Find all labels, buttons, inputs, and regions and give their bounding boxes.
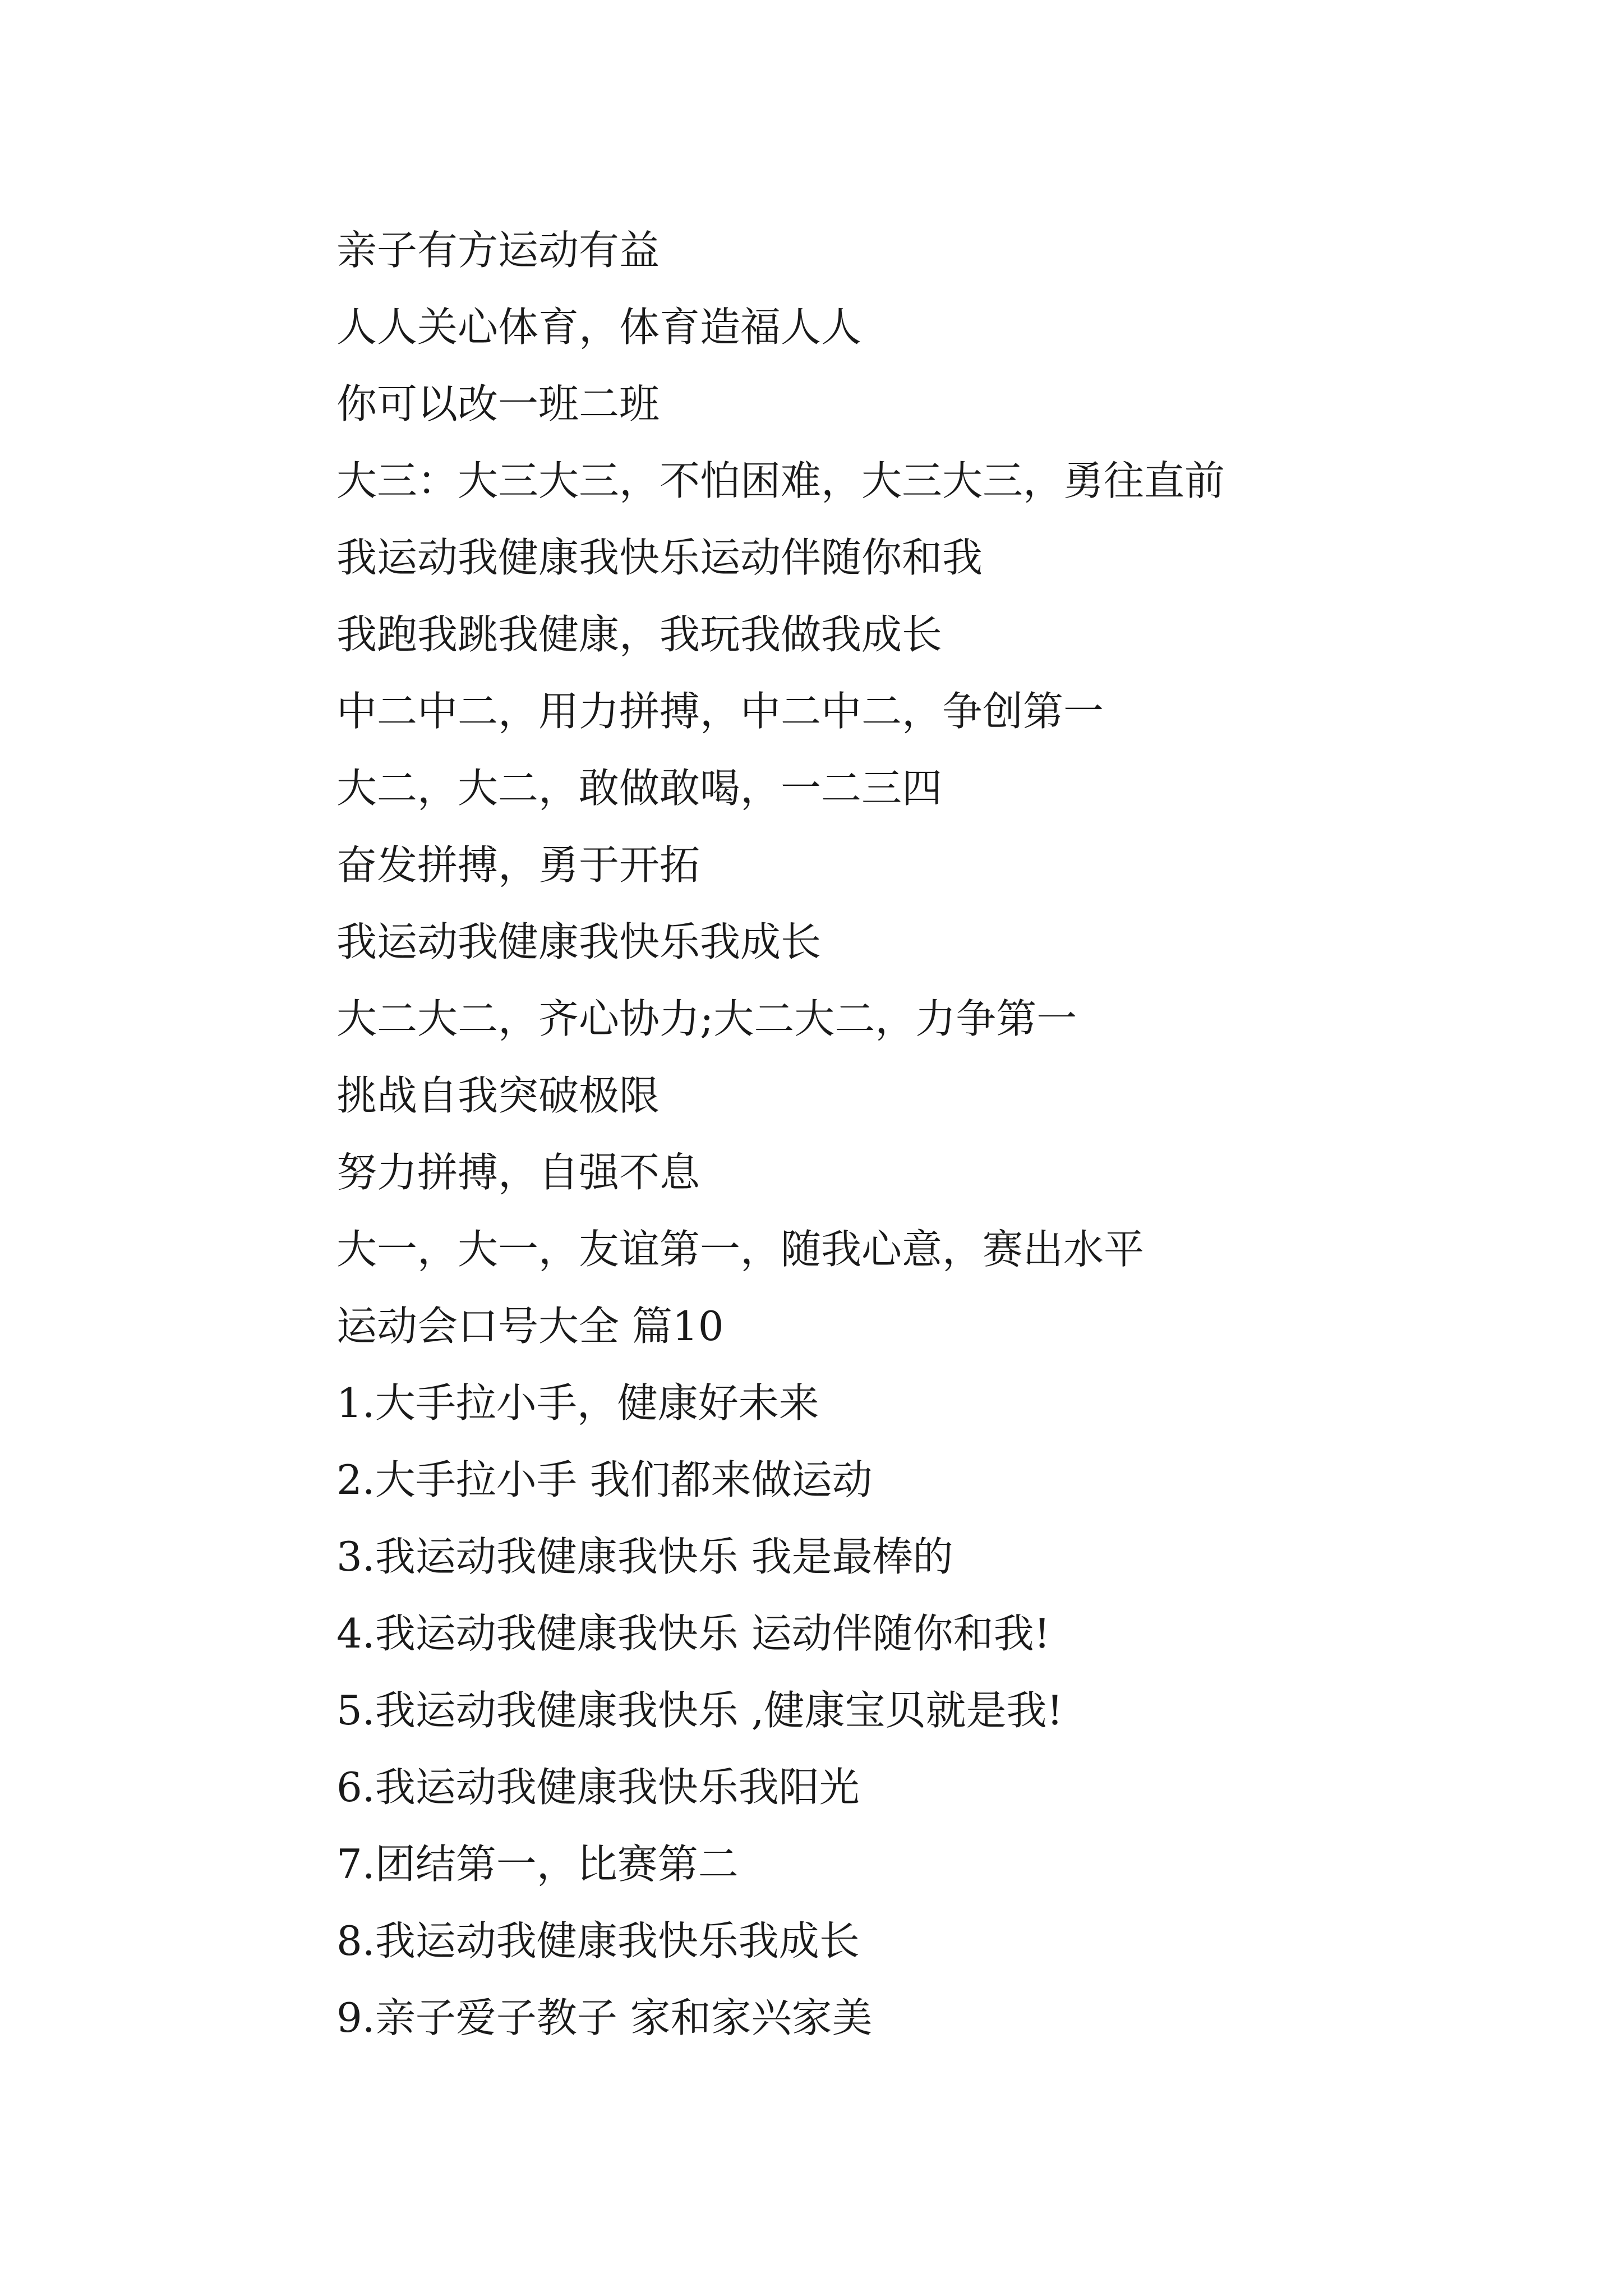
- list-item: 8.我运动我健康我快乐我成长: [336, 1917, 860, 1964]
- list-item: 4.我运动我健康我快乐 运动伴随你和我!: [336, 1610, 1050, 1657]
- document-body: [336, 212, 1514, 2056]
- text-line: 我运动我健康我快乐运动伴随你和我: [336, 534, 983, 581]
- text-line: 努力拼搏，自强不息: [336, 1149, 700, 1196]
- text-line: 大一，大一，友谊第一，随我心意，赛出水平: [336, 1226, 1145, 1273]
- text-line: 挑战自我突破极限: [336, 1072, 660, 1119]
- text-line: 中二中二，用力拼搏，中二中二，争创第一: [336, 688, 1104, 735]
- text-line: 大二大二，齐心协力;大二大二，力争第一: [336, 995, 1077, 1042]
- section-heading: 运动会口号大全 篇10: [336, 1303, 724, 1350]
- text-line: 亲子有方运动有益: [336, 227, 660, 274]
- list-item: 5.我运动我健康我快乐 ,健康宝贝就是我!: [336, 1687, 1063, 1734]
- list-item: 1.大手拉小手，健康好未来: [336, 1379, 819, 1427]
- list-item: 9.亲子爱子教子 家和家兴家美: [336, 1994, 873, 2041]
- list-item: 3.我运动我健康我快乐 我是最棒的: [336, 1533, 953, 1580]
- text-line: 人人关心体育，体育造福人人: [336, 303, 862, 351]
- list-item: 2.大手拉小手 我们都来做运动: [336, 1456, 873, 1503]
- list-item: 6.我运动我健康我快乐我阳光: [336, 1764, 860, 1811]
- list-item: 7.团结第一，比赛第二: [336, 1841, 739, 1888]
- text-line: 我运动我健康我快乐我成长: [336, 918, 822, 965]
- text-line: 我跑我跳我健康，我玩我做我成长: [336, 611, 943, 658]
- text-line: 大三：大三大三，不怕困难，大三大三，勇往直前: [336, 457, 1225, 504]
- text-line: 奋发拼搏，勇于开拓: [336, 841, 700, 889]
- text-line: 你可以改一班二班: [336, 380, 660, 427]
- text-line: 大二，大二，敢做敢喝，一二三四: [336, 765, 943, 812]
